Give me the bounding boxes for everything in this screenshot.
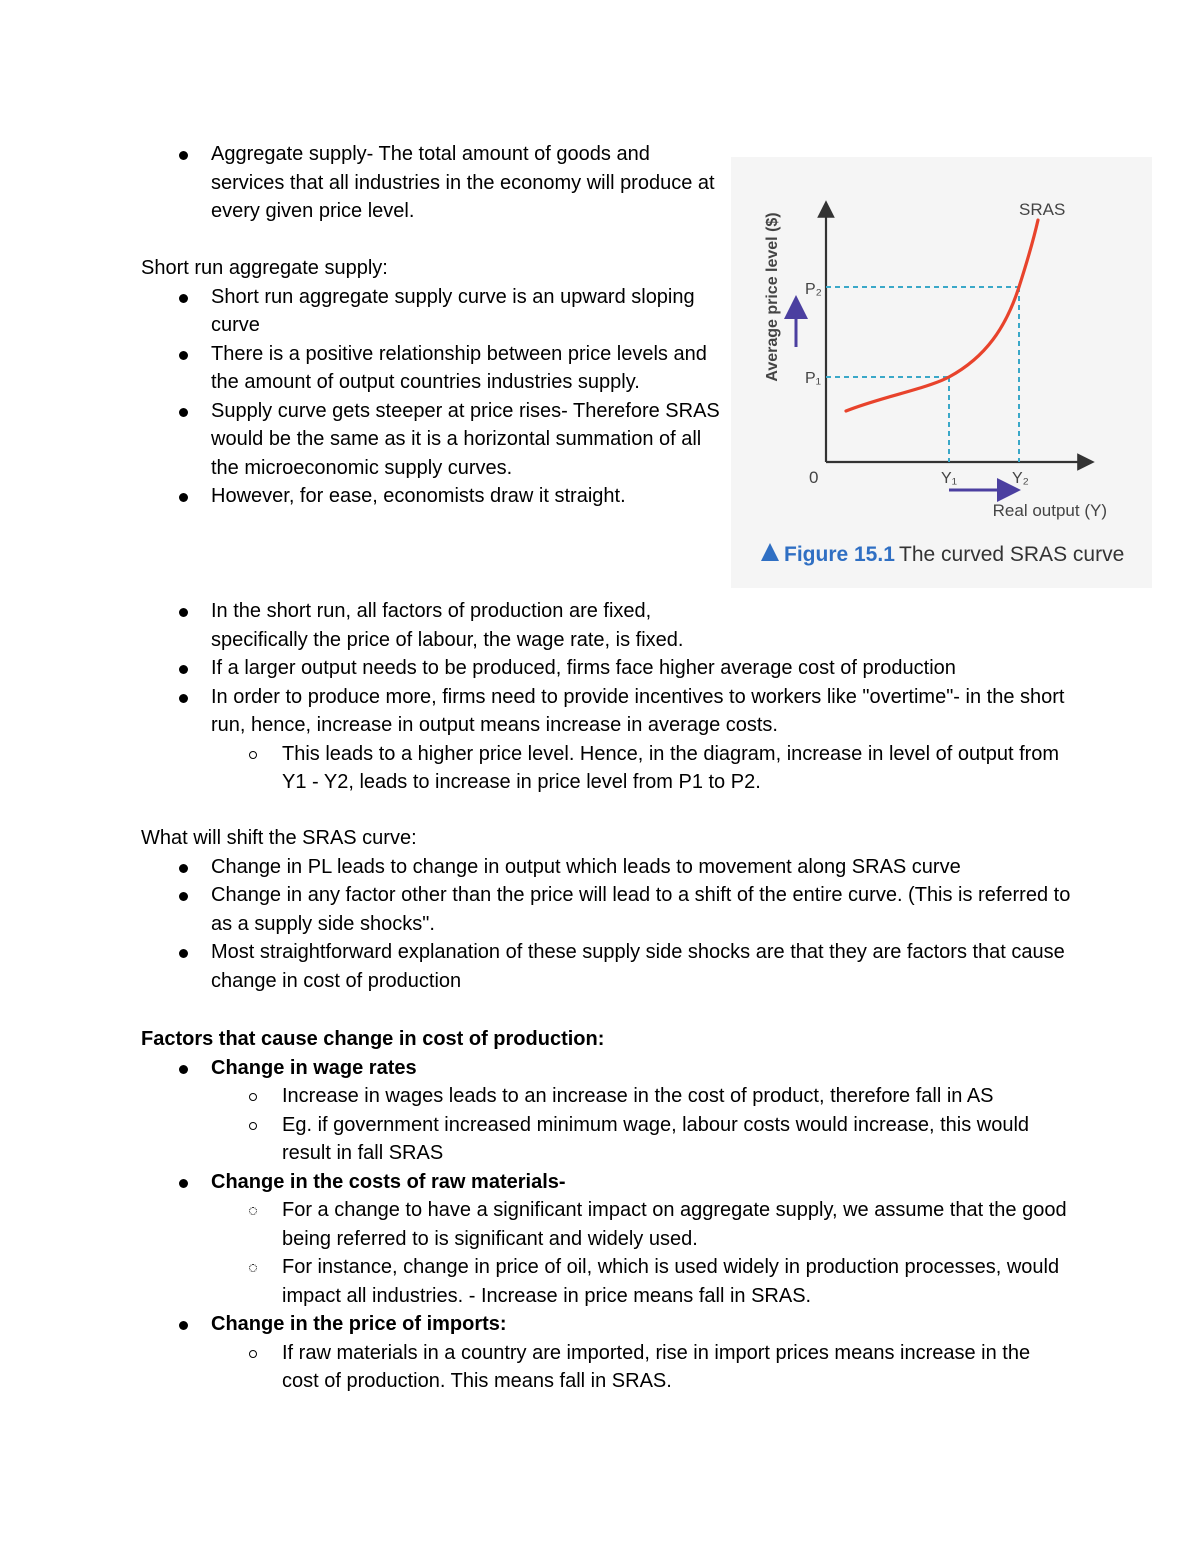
sub-list-item: For a change to have a significant impact on aggregate supply, we assume that the good being referred to is significant and widely used. <box>141 1196 1071 1253</box>
list-item: Most straightforward explanation of these supply side shocks are that they are factors that cause change in cost of production <box>141 938 1071 995</box>
sras-diagram <box>731 157 1152 588</box>
origin-label: 0 <box>809 468 819 487</box>
list-item: Change in any factor other than the price will lead to a shift of the entire curve. (This is referred to as a supply side shocks". <box>141 881 1071 938</box>
short-run-list <box>141 597 1071 797</box>
sub-list-item: For instance, change in price of oil, which is used widely in production processes, would impact all industries. - Increase in price means fall in SRAS. <box>141 1253 1071 1310</box>
sub-list-item: Increase in wages leads to an increase in the cost of product, therefore fall in AS <box>141 1082 1071 1111</box>
sub-list-item: Eg. if government increased minimum wage, labour costs would increase, this would result in fall SRAS <box>141 1111 1071 1168</box>
factors-list <box>141 1054 1071 1396</box>
sub-list-item: If raw materials in a country are imported, rise in import prices means increase in the cost of production. This means fall in SRAS. <box>141 1339 1071 1396</box>
list-item: Supply curve gets steeper at price rises- Therefore SRAS would be the same as it is a horizontal summation of all the microeconomic supply curves. <box>141 397 721 483</box>
y2-label: Y₂ <box>1012 470 1029 487</box>
section-factors <box>141 1025 1071 1396</box>
y-axis-label: Average price level ($) <box>764 212 781 382</box>
intro-list <box>141 140 721 226</box>
factor-wage-title: Change in wage rates <box>141 1054 1071 1083</box>
p2-label: P₂ <box>805 281 822 298</box>
factors-heading: Factors that cause change in cost of production: <box>141 1028 605 1050</box>
list-item: In the short run, all factors of production are fixed, specifically the price of labour, the wage rate, is fixed. <box>141 597 1071 654</box>
section-shift <box>141 824 1071 995</box>
p1-label: P₁ <box>805 370 822 387</box>
caption-text: The curved SRAS curve <box>899 543 1125 566</box>
list-item: Change in PL leads to change in output which leads to movement along SRAS curve <box>141 853 1071 882</box>
list-item: Short run aggregate supply curve is an upward sloping curve <box>141 283 721 340</box>
list-item: There is a positive relationship between price levels and the amount of output countries industries supply. <box>141 340 721 397</box>
factor-imports-title: Change in the price of imports: <box>141 1310 1071 1339</box>
list-item: If a larger output needs to be produced, firms face higher average cost of production <box>141 654 1071 683</box>
triangle-icon <box>761 543 779 561</box>
sub-list-item: This leads to a higher price level. Hence, in the diagram, increase in level of output from Y1 - Y2, leads to increase in price level from P1 to P2. <box>141 740 1071 797</box>
shift-list <box>141 853 1071 996</box>
x-axis-label: Real output (Y) <box>992 501 1107 520</box>
sras-label: SRAS <box>1019 200 1066 219</box>
factor-raw-title: Change in the costs of raw materials- <box>141 1168 1071 1197</box>
list-item: Aggregate supply- The total amount of goods and services that all industries in the economy will produce at every given price level. <box>141 140 721 226</box>
section-short-run <box>141 597 1071 797</box>
caption-number: Figure 15.1 <box>784 543 895 566</box>
shift-heading: What will shift the SRAS curve: <box>141 827 417 849</box>
sras-heading: Short run aggregate supply: <box>141 257 388 279</box>
sras-figure <box>731 157 1152 588</box>
sras-curve <box>846 220 1038 411</box>
list-item: However, for ease, economists draw it straight. <box>141 482 721 511</box>
list-item: In order to produce more, firms need to provide incentives to workers like "overtime"- in the short run, hence, increase in output means increase in average costs. <box>141 683 1071 740</box>
sras-list <box>141 283 721 511</box>
section-intro <box>141 140 721 511</box>
y1-label: Y₁ <box>941 470 958 487</box>
